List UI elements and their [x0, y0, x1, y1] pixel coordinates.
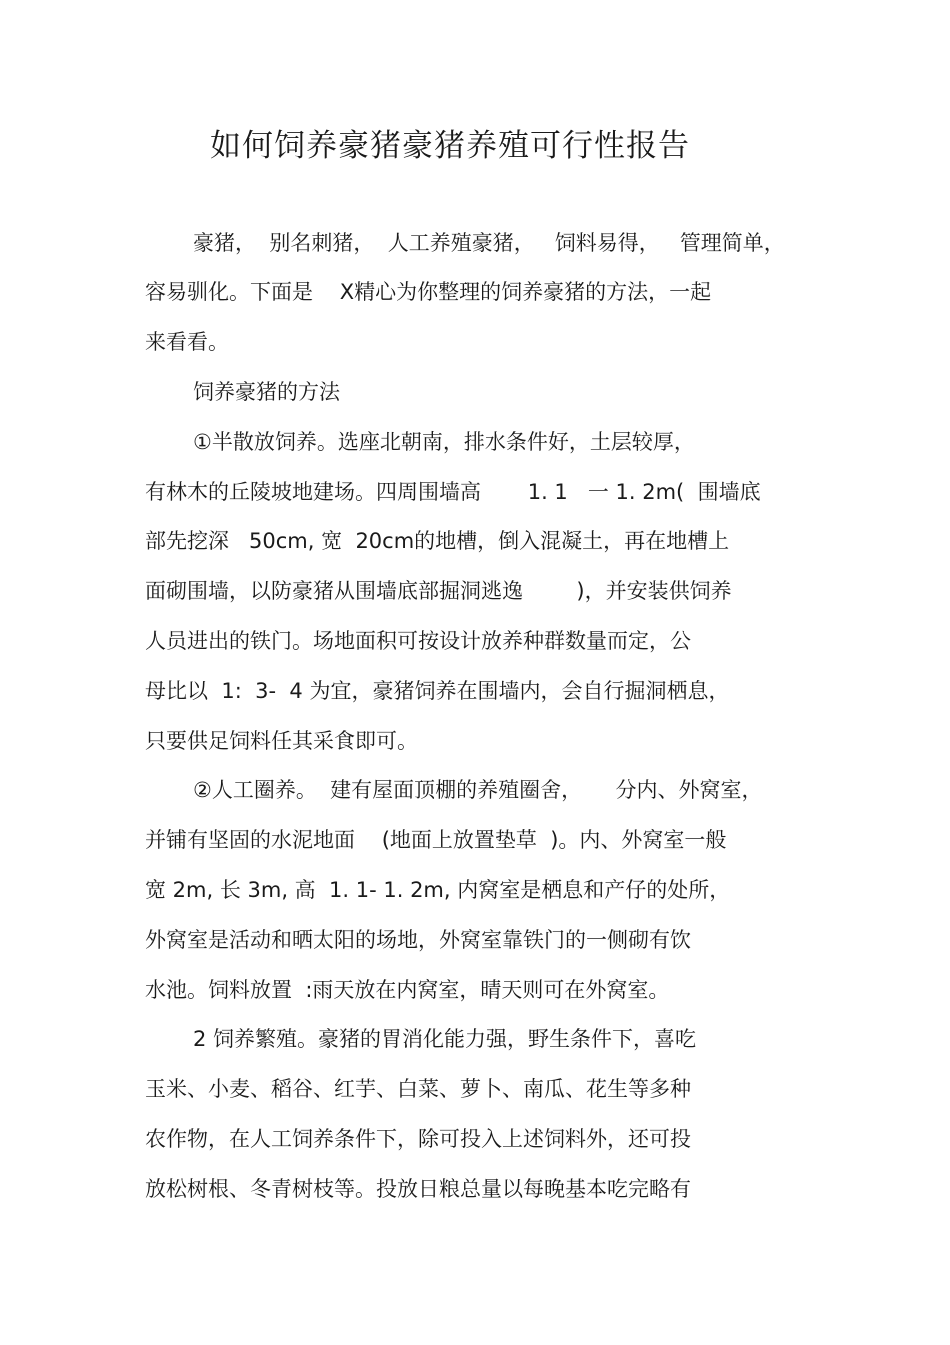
paragraph-line: 只要供足饲料任其采食即可。: [145, 729, 418, 753]
paragraph-line: 豪猪， 别名刺猪， 人工养殖豪猪， 饲料易得， 管理简单，: [193, 231, 785, 255]
paragraph-line: 来看看。: [145, 330, 229, 354]
paragraph-line: 放松树根、冬青树枝等。投放日粮总量以每晚基本吃完略有: [145, 1177, 691, 1201]
paragraph-line: 并铺有坚固的水泥地面 (地面上放置垫草 )。内、外窝室一般: [145, 828, 727, 852]
paragraph-line: 部先挖深 50cm, 宽 20cm的地槽，倒入混凝土，再在地槽上: [145, 529, 730, 553]
document-title: 如何饲养豪猪豪猪养殖可行性报告: [210, 128, 690, 164]
paragraph-line: 宽 2m, 长 3m, 高 1. 1- 1. 2m, 内窝室是栖息和产仔的处所，: [145, 878, 731, 902]
paragraph-line: 面砌围墙，以防豪猪从围墙底部掘洞逃逸 )，并安装供饲养: [145, 579, 732, 603]
paragraph-line: 农作物，在人工饲养条件下，除可投入上述饲料外，还可投: [145, 1127, 691, 1151]
paragraph-line: 外窝室是活动和晒太阳的场地，外窝室靠铁门的一侧砌有饮: [145, 928, 691, 952]
paragraph-line: 玉米、小麦、稻谷、红芋、白菜、萝卜、南瓜、花生等多种: [145, 1077, 691, 1101]
section-heading: 饲养豪猪的方法: [193, 380, 340, 404]
paragraph-line: 2 饲养繁殖。豪猪的胃消化能力强，野生条件下，喜吃: [193, 1027, 697, 1051]
paragraph-line: 母比以 1: 3- 4 为宜，豪猪饲养在围墙内，会自行掘洞栖息，: [145, 679, 730, 703]
paragraph-line: 容易驯化。下面是 X精心为你整理的饲养豪猪的方法，一起: [145, 280, 712, 304]
paragraph-line: 水池。饲料放置 :雨天放在内窝室，晴天则可在外窝室。: [145, 978, 670, 1002]
paragraph-line: ②人工圈养。 建有屋面顶棚的养殖圈舍， 分内、外窝室，: [193, 778, 763, 802]
paragraph-line: 有林木的丘陵坡地建场。四周围墙高 1. 1 一 1. 2m( 围墙底: [145, 480, 761, 504]
paragraph-line: ①半散放饲养。选座北朝南，排水条件好，土层较厚，: [193, 430, 695, 454]
paragraph-line: 人员进出的铁门。场地面积可按设计放养种群数量而定，公: [145, 629, 691, 653]
